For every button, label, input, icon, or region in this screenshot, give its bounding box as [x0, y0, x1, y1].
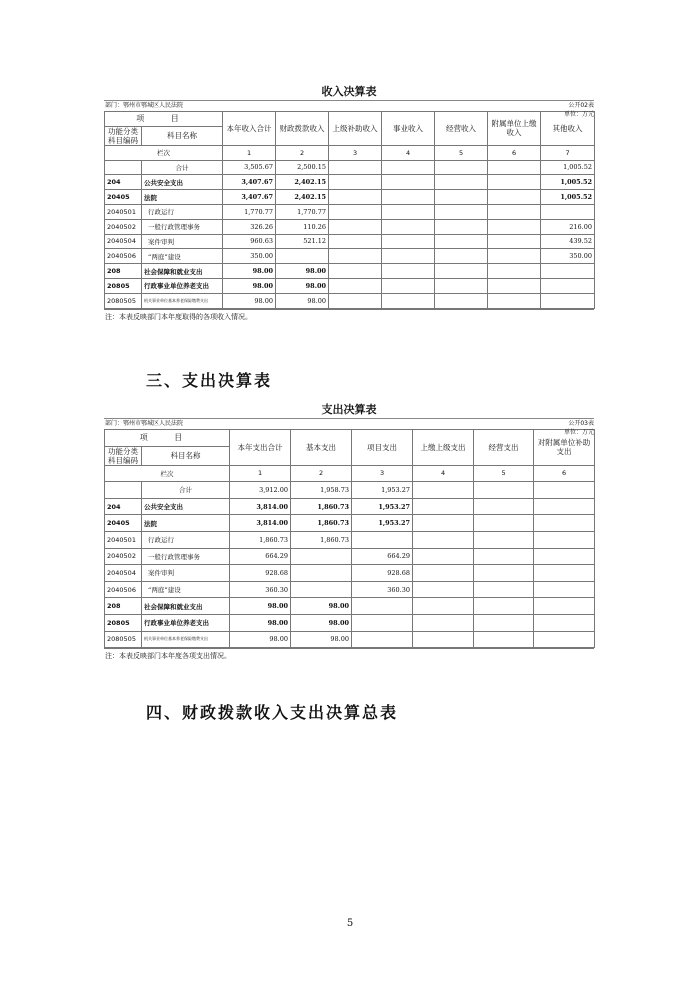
- row-name: 行政事业单位养老支出: [142, 278, 223, 293]
- value-cell: [352, 631, 413, 648]
- column-index: 5: [435, 145, 488, 160]
- value-cell: [435, 175, 488, 190]
- value-cell: [488, 278, 541, 293]
- value-cell: [534, 498, 595, 515]
- value-cell: 110.26: [276, 219, 329, 234]
- value-cell: [329, 160, 382, 175]
- value-cell: [413, 631, 474, 648]
- value-cell: 2,402.15: [276, 190, 329, 205]
- row-code: 2040504: [105, 565, 142, 582]
- value-cell: [352, 531, 413, 548]
- value-cell: 326.26: [223, 219, 276, 234]
- value-cell: [534, 482, 595, 499]
- value-cell: [413, 598, 474, 615]
- row-name: 一般行政管理事务: [142, 219, 223, 234]
- column-header: 本年收入合计: [223, 112, 276, 146]
- table-title: 收入决算表: [104, 84, 594, 101]
- row-code: 20405: [105, 190, 142, 205]
- row-name: 机关事业单位基本养老保险缴费支出: [142, 631, 230, 648]
- income-statement-table: [104, 84, 594, 324]
- value-cell: [541, 264, 595, 279]
- column-index: 2: [291, 465, 352, 482]
- row-name: 社会保障和就业支出: [142, 264, 223, 279]
- value-cell: 1,953.27: [352, 515, 413, 532]
- row-name: 法院: [142, 190, 223, 205]
- value-cell: [474, 631, 534, 648]
- table-row: [105, 204, 595, 219]
- row-name: 行政运行: [142, 204, 223, 219]
- value-cell: 928.68: [352, 565, 413, 582]
- table-row: [105, 234, 595, 249]
- value-cell: 3,407.67: [223, 190, 276, 205]
- value-cell: [488, 219, 541, 234]
- value-cell: 1,005.52: [541, 190, 595, 205]
- row-code: 2040506: [105, 249, 142, 264]
- value-cell: [413, 498, 474, 515]
- value-cell: [534, 598, 595, 615]
- table-row: [105, 581, 595, 598]
- value-cell: [382, 249, 435, 264]
- table-code-unit: [564, 101, 594, 119]
- value-cell: [534, 515, 595, 532]
- row-name: 公共安全支出: [142, 498, 230, 515]
- value-cell: [329, 204, 382, 219]
- value-cell: [435, 278, 488, 293]
- table-title: 支出决算表: [104, 402, 594, 419]
- value-cell: [474, 598, 534, 615]
- row-code: 2040504: [105, 234, 142, 249]
- subject-name-header: 科目名称: [142, 446, 230, 465]
- row-name: 公共安全支出: [142, 175, 223, 190]
- value-cell: [413, 482, 474, 499]
- row-code: 2040506: [105, 581, 142, 598]
- value-cell: 360.30: [230, 581, 291, 598]
- value-cell: [382, 219, 435, 234]
- header-row: [105, 430, 595, 447]
- column-index: 4: [413, 465, 474, 482]
- item-header: 项 目: [105, 112, 223, 127]
- value-cell: [382, 204, 435, 219]
- column-index-row: [105, 465, 595, 482]
- value-cell: [541, 293, 595, 308]
- table-row: [105, 219, 595, 234]
- section-heading: 三、支出决算表: [146, 371, 273, 390]
- table-code: 公开02表: [568, 102, 594, 109]
- table-row: [105, 278, 595, 293]
- value-cell: 3,407.67: [223, 175, 276, 190]
- column-index-row: [105, 145, 595, 160]
- table-row: [105, 548, 595, 565]
- value-cell: 98.00: [276, 278, 329, 293]
- unit-label: 单位：万元: [563, 111, 594, 118]
- column-index: 6: [488, 145, 541, 160]
- value-cell: [488, 264, 541, 279]
- row-name: 合计: [142, 160, 223, 175]
- table-row: [105, 160, 595, 175]
- value-cell: 3,814.00: [230, 515, 291, 532]
- value-cell: [413, 548, 474, 565]
- income-grid: [104, 111, 595, 309]
- value-cell: 98.00: [230, 598, 291, 615]
- row-code: [105, 160, 142, 175]
- row-name: 案件审判: [142, 234, 223, 249]
- value-cell: [276, 249, 329, 264]
- expenditure-statement-table: [104, 402, 594, 663]
- column-index: 2: [276, 145, 329, 160]
- value-cell: [329, 249, 382, 264]
- row-code: 2080505: [105, 293, 142, 308]
- value-cell: [488, 293, 541, 308]
- value-cell: [435, 234, 488, 249]
- value-cell: 360.30: [352, 581, 413, 598]
- value-cell: [488, 160, 541, 175]
- value-cell: 1,958.73: [291, 482, 352, 499]
- row-name: 一般行政管理事务: [142, 548, 230, 565]
- value-cell: 2,500.15: [276, 160, 329, 175]
- table-meta: [104, 419, 594, 436]
- value-cell: 98.00: [276, 264, 329, 279]
- func-code-header: 功能分类科目编码: [105, 446, 142, 465]
- value-cell: 98.00: [291, 598, 352, 615]
- value-cell: [382, 264, 435, 279]
- value-cell: [474, 581, 534, 598]
- value-cell: [488, 249, 541, 264]
- value-cell: 1,860.73: [291, 498, 352, 515]
- table-note: 注：本表反映部门本年度取得的各项收入情况。: [104, 309, 594, 324]
- value-cell: 1,005.52: [541, 160, 595, 175]
- table-code: 公开03表: [568, 420, 594, 427]
- value-cell: [541, 278, 595, 293]
- column-header: 其他收入: [541, 112, 595, 146]
- value-cell: 3,505.67: [223, 160, 276, 175]
- value-cell: [329, 175, 382, 190]
- value-cell: 350.00: [541, 249, 595, 264]
- row-code: 2040501: [105, 531, 142, 548]
- value-cell: [534, 631, 595, 648]
- value-cell: 1,953.27: [352, 498, 413, 515]
- table-row: [105, 175, 595, 190]
- row-name: 社会保障和就业支出: [142, 598, 230, 615]
- column-header: 基本支出: [291, 430, 352, 466]
- row-name: 案件审判: [142, 565, 230, 582]
- column-index-label: 栏次: [105, 145, 223, 160]
- value-cell: 928.68: [230, 565, 291, 582]
- column-index-label: 栏次: [105, 465, 230, 482]
- item-header: 项 目: [105, 430, 230, 447]
- expenditure-grid: [104, 429, 595, 648]
- row-name: “两庭”建设: [142, 581, 230, 598]
- table-row: [105, 614, 595, 631]
- table-note: 注：本表反映部门本年度各项支出情况。: [104, 648, 594, 663]
- table-row: [105, 482, 595, 499]
- table-row: [105, 190, 595, 205]
- value-cell: 1,770.77: [276, 204, 329, 219]
- value-cell: [534, 614, 595, 631]
- page-number: 5: [346, 918, 354, 929]
- table-row: [105, 264, 595, 279]
- value-cell: 664.29: [230, 548, 291, 565]
- value-cell: [435, 190, 488, 205]
- value-cell: [329, 264, 382, 279]
- row-name: 机关事业单位基本养老保险缴费支出: [142, 293, 223, 308]
- row-code: 204: [105, 498, 142, 515]
- column-index: 6: [534, 465, 595, 482]
- column-header: 财政拨款收入: [276, 112, 329, 146]
- table-row: [105, 515, 595, 532]
- table-row: [105, 565, 595, 582]
- column-index: 3: [329, 145, 382, 160]
- row-code: 2040502: [105, 219, 142, 234]
- table-meta: [104, 101, 594, 118]
- row-code: 2040502: [105, 548, 142, 565]
- value-cell: 98.00: [291, 631, 352, 648]
- value-cell: 439.52: [541, 234, 595, 249]
- table-code-unit: [564, 419, 594, 437]
- column-header: 上缴上级支出: [413, 430, 474, 466]
- value-cell: [329, 293, 382, 308]
- department-label: 部门：鄂州市鄂城区人民法院: [105, 102, 184, 109]
- value-cell: 1,860.73: [291, 515, 352, 532]
- value-cell: [474, 531, 534, 548]
- value-cell: 1,860.73: [291, 531, 352, 548]
- table-row: [105, 631, 595, 648]
- value-cell: 1,770.77: [223, 204, 276, 219]
- value-cell: [534, 531, 595, 548]
- row-code: 204: [105, 175, 142, 190]
- value-cell: [474, 515, 534, 532]
- value-cell: 3,912.00: [230, 482, 291, 499]
- row-code: 2040501: [105, 204, 142, 219]
- subject-name-header: 科目名称: [142, 126, 223, 145]
- value-cell: 664.29: [352, 548, 413, 565]
- value-cell: [329, 190, 382, 205]
- value-cell: [488, 175, 541, 190]
- column-header: 经营收入: [435, 112, 488, 146]
- row-code: 208: [105, 264, 142, 279]
- value-cell: [413, 515, 474, 532]
- column-header: 项目支出: [352, 430, 413, 466]
- value-cell: [352, 614, 413, 631]
- value-cell: [474, 614, 534, 631]
- row-code: 20805: [105, 614, 142, 631]
- value-cell: 98.00: [223, 293, 276, 308]
- value-cell: [382, 278, 435, 293]
- table-row: [105, 249, 595, 264]
- value-cell: [534, 548, 595, 565]
- row-name: “两庭”建设: [142, 249, 223, 264]
- value-cell: [382, 234, 435, 249]
- value-cell: 3,814.00: [230, 498, 291, 515]
- table-row: [105, 293, 595, 308]
- column-header: 上级补助收入: [329, 112, 382, 146]
- row-code: 208: [105, 598, 142, 615]
- value-cell: 1,860.73: [230, 531, 291, 548]
- value-cell: 98.00: [223, 264, 276, 279]
- header-row: [105, 112, 595, 127]
- value-cell: [382, 190, 435, 205]
- value-cell: [435, 219, 488, 234]
- value-cell: 2,402.15: [276, 175, 329, 190]
- value-cell: [488, 204, 541, 219]
- value-cell: [435, 204, 488, 219]
- value-cell: [488, 234, 541, 249]
- row-code: 2080505: [105, 631, 142, 648]
- row-name: 行政运行: [142, 531, 230, 548]
- value-cell: [291, 548, 352, 565]
- column-index: 1: [230, 465, 291, 482]
- value-cell: 98.00: [223, 278, 276, 293]
- value-cell: [534, 581, 595, 598]
- table-row: [105, 598, 595, 615]
- value-cell: 98.00: [276, 293, 329, 308]
- value-cell: 1,005.52: [541, 175, 595, 190]
- value-cell: 350.00: [223, 249, 276, 264]
- value-cell: [329, 278, 382, 293]
- value-cell: [413, 565, 474, 582]
- table-row: [105, 498, 595, 515]
- value-cell: 98.00: [230, 614, 291, 631]
- section-heading: 四、财政拨款收入支出决算总表: [146, 703, 399, 722]
- department-label: 部门：鄂州市鄂城区人民法院: [105, 420, 184, 427]
- value-cell: [474, 548, 534, 565]
- value-cell: 98.00: [291, 614, 352, 631]
- value-cell: [329, 234, 382, 249]
- value-cell: [413, 581, 474, 598]
- column-index: 3: [352, 465, 413, 482]
- value-cell: [382, 160, 435, 175]
- row-code: [105, 482, 142, 499]
- unit-label: 单位：万元: [563, 429, 594, 436]
- value-cell: [435, 249, 488, 264]
- value-cell: [541, 204, 595, 219]
- column-header: 附属单位上缴收入: [488, 112, 541, 146]
- row-code: 20805: [105, 278, 142, 293]
- row-name: 法院: [142, 515, 230, 532]
- value-cell: [413, 614, 474, 631]
- column-index: 7: [541, 145, 595, 160]
- table-row: [105, 531, 595, 548]
- column-header: 本年支出合计: [230, 430, 291, 466]
- value-cell: [488, 190, 541, 205]
- value-cell: 1,953.27: [352, 482, 413, 499]
- value-cell: [534, 565, 595, 582]
- value-cell: [329, 219, 382, 234]
- value-cell: [435, 264, 488, 279]
- value-cell: [291, 581, 352, 598]
- value-cell: [413, 531, 474, 548]
- column-index: 1: [223, 145, 276, 160]
- row-name: 合计: [142, 482, 230, 499]
- value-cell: 521.12: [276, 234, 329, 249]
- value-cell: [352, 598, 413, 615]
- value-cell: [382, 175, 435, 190]
- value-cell: [474, 565, 534, 582]
- value-cell: [474, 482, 534, 499]
- value-cell: 960.63: [223, 234, 276, 249]
- column-index: 5: [474, 465, 534, 482]
- value-cell: 98.00: [230, 631, 291, 648]
- value-cell: [474, 498, 534, 515]
- func-code-header: 功能分类科目编码: [105, 126, 142, 145]
- value-cell: [291, 565, 352, 582]
- value-cell: 216.00: [541, 219, 595, 234]
- value-cell: [435, 160, 488, 175]
- row-name: 行政事业单位养老支出: [142, 614, 230, 631]
- column-index: 4: [382, 145, 435, 160]
- row-code: 20405: [105, 515, 142, 532]
- column-header: 对附属单位补助支出: [534, 430, 595, 466]
- column-header: 经营支出: [474, 430, 534, 466]
- value-cell: [435, 293, 488, 308]
- column-header: 事业收入: [382, 112, 435, 146]
- value-cell: [382, 293, 435, 308]
